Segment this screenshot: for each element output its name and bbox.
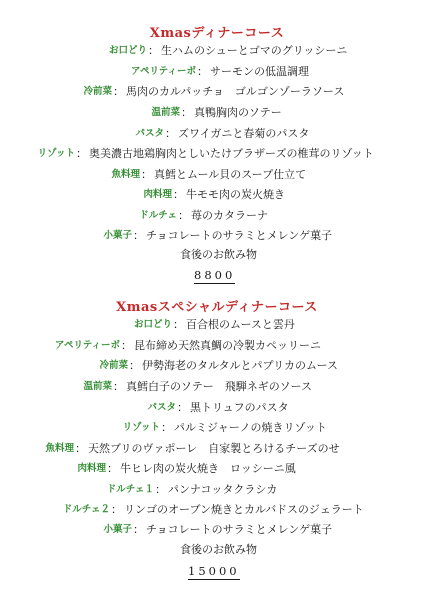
menu-item-category: リゾット bbox=[122, 422, 160, 433]
menu-item: 魚料理 ： 天然ブリのヴァポーレ 自家製とろけるチーズのせ bbox=[0, 439, 340, 459]
menu-item: 肉料理 ： 牛ヒレ肉の炭火焼き ロッシーニ風 bbox=[0, 459, 296, 479]
after-meal-drinks: 食後のお飲み物 bbox=[180, 543, 257, 556]
after-meal-drinks: 食後のお飲み物 bbox=[180, 248, 257, 261]
menu-item: 肉料理 ： 牛モモ肉の炭火焼き bbox=[0, 185, 285, 205]
menu-item-category: 冷前菜 bbox=[99, 360, 128, 371]
menu-item-category: パスタ bbox=[135, 128, 164, 139]
menu-item-category: ドルチェ１ bbox=[106, 484, 154, 495]
menu-item: 温前菜 ： 真鴨胸肉のソテー bbox=[0, 103, 282, 123]
menu-item-dish: 馬肉のカルパッチョ ゴルゴンゾーラソース bbox=[126, 85, 345, 98]
menu-item-dish: 生ハムのシューとゴマのグリッシーニ bbox=[161, 44, 348, 57]
menu-item: 小菓子 ： チョコレートのサラミとメレンゲ菓子 bbox=[0, 226, 332, 246]
menu-item-dish: パルミジャーノの焼きリゾット bbox=[174, 421, 327, 434]
menu-item: パスタ ： ズワイガニと春菊のパスタ bbox=[0, 124, 309, 144]
menu-item: 小菓子 ： チョコレートのサラミとメレンゲ菓子 bbox=[0, 520, 332, 540]
menu-item-category: お口どり bbox=[133, 319, 172, 330]
menu-item: 冷前菜 ： 伊勢海老のタルタルとパプリカのムース bbox=[0, 356, 338, 376]
menu-item-dish: ズワイガニと春菊のパスタ bbox=[178, 127, 310, 140]
menu-item-category: 小菓子 bbox=[103, 524, 132, 535]
menu-item: アペリティーボ ： 昆布締め天然真鯛の冷製カペッリーニ bbox=[0, 336, 321, 356]
menu-item-category: 小菓子 bbox=[103, 230, 132, 241]
course-title: Xmasスペシャルディナーコース bbox=[116, 300, 318, 315]
menu-item-dish: 真鱈白子のソテー 飛騨ネギのソース bbox=[126, 380, 313, 393]
menu-item-category: ドルチェ２ bbox=[62, 504, 110, 515]
menu-item-dish: 真鴨胸肉のソテー bbox=[194, 106, 282, 119]
menu-item-dish: サーモンの低温調理 bbox=[210, 65, 309, 78]
menu-item-dish: 牛モモ肉の炭火焼き bbox=[186, 188, 285, 201]
menu-item-category: パスタ bbox=[147, 402, 176, 413]
menu-item: リゾット ： パルミジャーノの焼きリゾット bbox=[0, 418, 327, 438]
menu-item: お口どり ： 百合根のムースと雲丹 bbox=[0, 315, 295, 335]
menu-item-category: 冷前菜 bbox=[83, 86, 112, 97]
menu-item-category: アペリティーボ bbox=[54, 340, 120, 351]
menu-item-dish: 天然ブリのヴァポーレ 自家製とろけるチーズのせ bbox=[88, 442, 340, 455]
menu-item-category: 魚料理 bbox=[45, 443, 74, 454]
menu-item: ドルチェ１ ： パンナコッタクラシカ bbox=[0, 480, 277, 500]
course-price: 8800 bbox=[194, 268, 236, 282]
menu-item: リゾット ： 奥美濃古地鶏胸肉としいたけブラザーズの椎茸のリゾット bbox=[0, 144, 374, 164]
menu-item: お口どり ： 生ハムのシューとゴマのグリッシーニ bbox=[0, 41, 347, 61]
menu-item: アペリティーボ ： サーモンの低温調理 bbox=[0, 62, 309, 82]
menu-item-dish: 苺のカタラーナ bbox=[191, 209, 268, 222]
menu-item: ドルチェ ： 苺のカタラーナ bbox=[0, 206, 268, 226]
menu-item-dish: チョコレートのサラミとメレンゲ菓子 bbox=[146, 523, 333, 536]
menu-item: パスタ ： 黒トリュフのパスタ bbox=[0, 398, 289, 418]
menu-item-category: ドルチェ bbox=[139, 210, 177, 221]
menu-item-dish: 黒トリュフのパスタ bbox=[190, 401, 289, 414]
menu-item: 温前菜 ： 真鱈白子のソテー 飛騨ネギのソース bbox=[0, 377, 312, 397]
course-price: 15000 bbox=[188, 564, 240, 578]
menu-item-dish: チョコレートのサラミとメレンゲ菓子 bbox=[146, 229, 333, 242]
menu-item-category: お口どり bbox=[108, 45, 147, 56]
menu-item-dish: 伊勢海老のタルタルとパプリカのムース bbox=[142, 359, 338, 372]
course-title: Xmasディナーコース bbox=[149, 26, 285, 41]
menu-item-dish: リンゴのオーブン焼きとカルバドスのジェラート bbox=[124, 503, 364, 516]
menu-item: 冷前菜 ： 馬肉のカルパッチョ ゴルゴンゾーラソース bbox=[0, 82, 344, 102]
menu-item: 魚料理 ： 真鱈とムール貝のスープ仕立て bbox=[0, 165, 306, 185]
menu-item-category: リゾット bbox=[37, 148, 75, 159]
menu-item-category: 肉料理 bbox=[143, 189, 172, 200]
menu-item-dish: 真鱈とムール貝のスープ仕立て bbox=[154, 168, 307, 181]
menu-item-category: 温前菜 bbox=[151, 107, 180, 118]
menu-item-dish: 百合根のムースと雲丹 bbox=[186, 318, 295, 331]
menu-item: ドルチェ２ ： リンゴのオーブン焼きとカルバドスのジェラート bbox=[0, 500, 364, 520]
menu-item-dish: 昆布締め天然真鯛の冷製カペッリーニ bbox=[134, 339, 321, 352]
menu-item-category: 肉料理 bbox=[77, 463, 106, 474]
menu-item-category: アペリティーボ bbox=[130, 66, 196, 77]
menu-item-dish: 牛ヒレ肉の炭火焼き ロッシーニ風 bbox=[120, 462, 296, 475]
menu-item-category: 温前菜 bbox=[83, 381, 112, 392]
menu-item-category: 魚料理 bbox=[111, 169, 140, 180]
menu-item-dish: パンナコッタクラシカ bbox=[168, 483, 278, 496]
menu-item-dish: 奥美濃古地鶏胸肉としいたけブラザーズの椎茸のリゾット bbox=[89, 147, 374, 160]
